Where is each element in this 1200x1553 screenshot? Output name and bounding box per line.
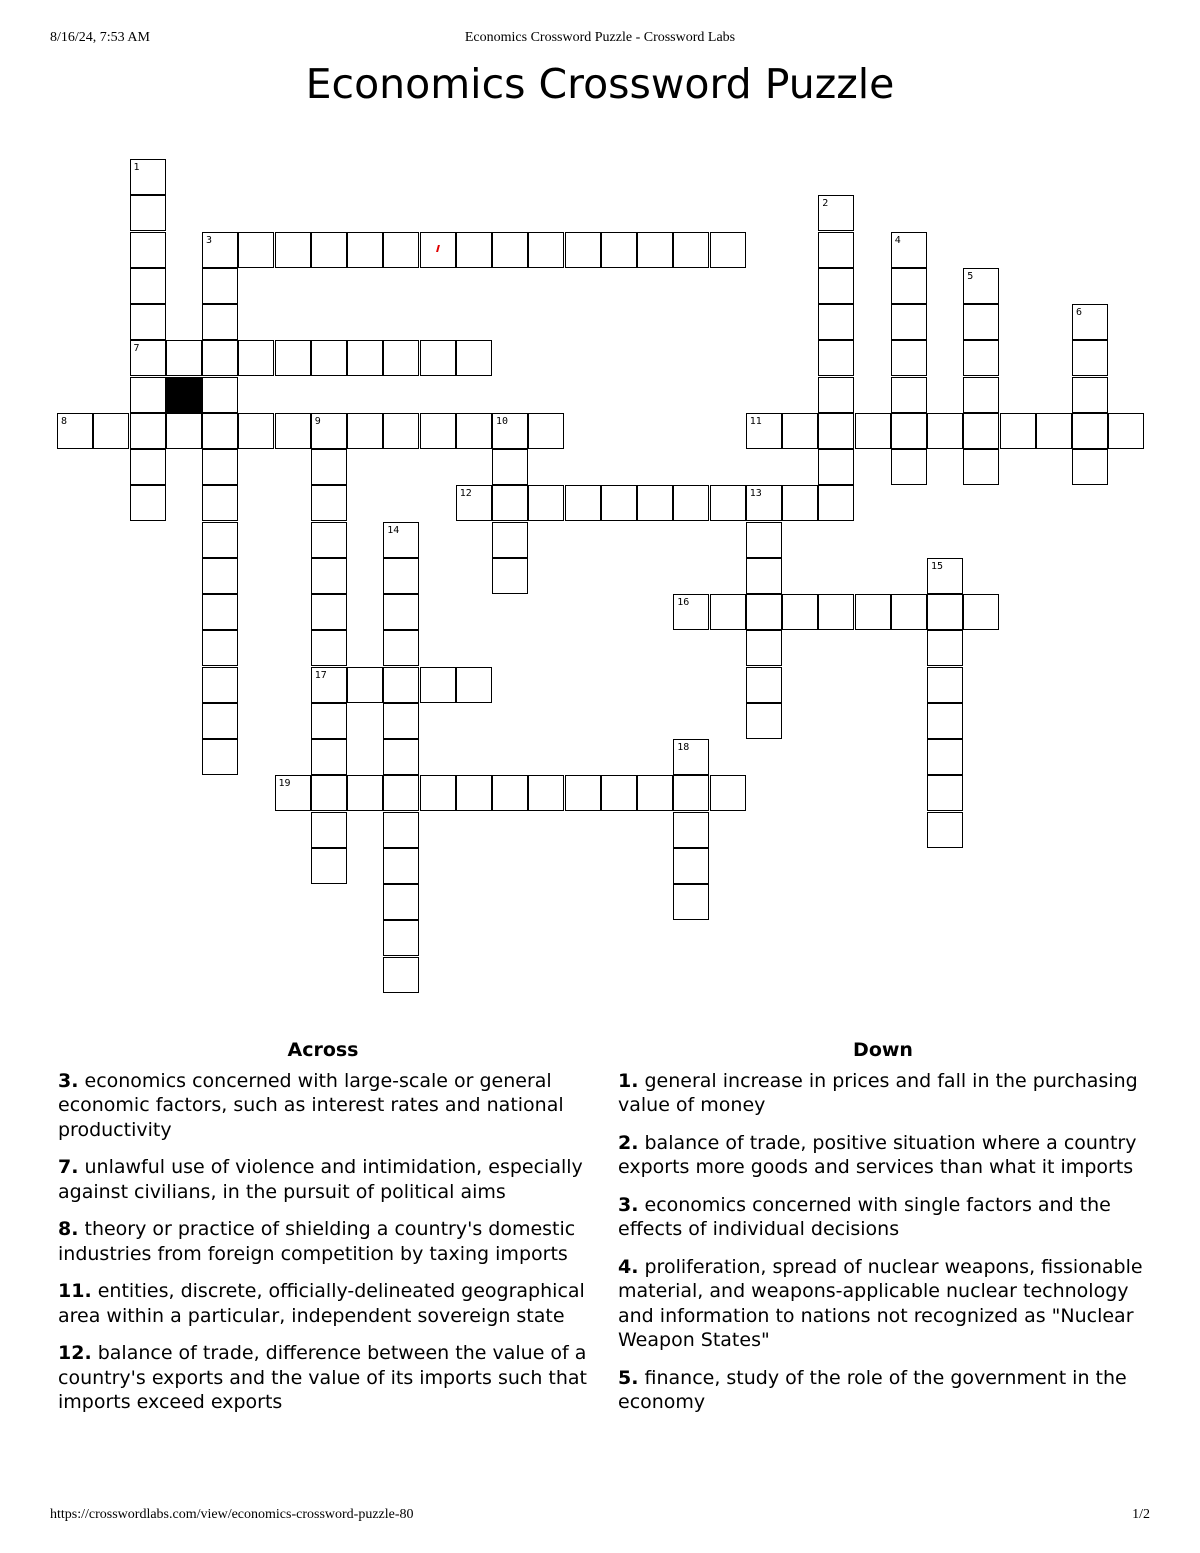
- grid-cell[interactable]: [420, 232, 456, 268]
- grid-cell[interactable]: [710, 775, 746, 811]
- grid-cell[interactable]: [456, 775, 492, 811]
- grid-cell[interactable]: [383, 522, 419, 558]
- clue-number-label: 19: [278, 778, 291, 790]
- clue-number-label: 14: [387, 524, 400, 536]
- clue-number: 5.: [618, 1366, 639, 1389]
- grid-cell[interactable]: [383, 667, 419, 703]
- grid-cell[interactable]: [311, 558, 347, 594]
- grid-cell[interactable]: [891, 413, 927, 449]
- grid-cell[interactable]: [963, 413, 999, 449]
- grid-cell[interactable]: [528, 413, 564, 449]
- grid-cell[interactable]: [963, 377, 999, 413]
- grid-cell[interactable]: [855, 594, 891, 630]
- clue-number: 8.: [58, 1218, 79, 1240]
- print-url: https://crosswordlabs.com/view/economics-crossword-puzzle-80: [50, 1507, 414, 1522]
- grid-cell[interactable]: [347, 413, 383, 449]
- clue-number-label: 7: [133, 343, 140, 355]
- clue-number: 1.: [618, 1069, 639, 1092]
- grid-cell[interactable]: [130, 232, 166, 268]
- clue-number-label: 5: [967, 270, 974, 282]
- grid-cell[interactable]: [130, 485, 166, 521]
- clue-number-label: 16: [677, 597, 690, 608]
- grid-cell[interactable]: [963, 449, 999, 485]
- grid-cell[interactable]: [927, 775, 963, 811]
- grid-cell[interactable]: [528, 232, 564, 268]
- grid-cell[interactable]: [818, 485, 854, 521]
- clue-number: 4.: [618, 1255, 639, 1278]
- grid-cell[interactable]: [891, 232, 927, 268]
- clue-number-label: 2: [822, 198, 829, 210]
- grid-cell[interactable]: [891, 304, 927, 340]
- clue-text: balance of trade, difference between the value of a country's exports and the value of its imports such that imports exceed exports: [58, 1342, 587, 1413]
- grid-cell[interactable]: [746, 485, 782, 521]
- grid-cell[interactable]: [1072, 304, 1108, 340]
- grid-cell[interactable]: [383, 558, 419, 594]
- cursor-mark: [436, 245, 440, 252]
- grid-cell[interactable]: [456, 485, 492, 521]
- clue-number-label: 9: [314, 415, 321, 427]
- clue-down-3: [618, 1193, 1148, 1242]
- grid-cell[interactable]: [891, 340, 927, 376]
- grid-cell[interactable]: [275, 775, 311, 811]
- grid-cell[interactable]: [818, 413, 854, 449]
- grid-cell[interactable]: [130, 449, 166, 485]
- clue-text: finance, study of the role of the government in the economy: [618, 1366, 1127, 1413]
- clue-number-label: 15: [931, 560, 944, 572]
- grid-cell[interactable]: [673, 884, 709, 920]
- black-square: [166, 377, 202, 413]
- grid-cell[interactable]: [891, 449, 927, 485]
- grid-cell[interactable]: [311, 630, 347, 666]
- clue-text: balance of trade, positive situation where a country exports more goods and services than what it imports: [618, 1131, 1137, 1178]
- grid-cell[interactable]: [347, 667, 383, 703]
- across-heading: Across: [287, 1039, 359, 1061]
- grid-cell[interactable]: [130, 268, 166, 304]
- grid-cell[interactable]: [1072, 413, 1108, 449]
- grid-cell[interactable]: [492, 522, 528, 558]
- grid-cell[interactable]: [818, 340, 854, 376]
- grid-cell[interactable]: [673, 739, 709, 775]
- grid-cell[interactable]: [202, 232, 238, 268]
- grid-cell[interactable]: [311, 848, 347, 884]
- grid-cell[interactable]: [673, 485, 709, 521]
- clue-number: 12.: [58, 1342, 92, 1364]
- clue-number-label: 17: [314, 669, 327, 681]
- grid-cell[interactable]: [746, 630, 782, 666]
- grid-cell[interactable]: [202, 304, 238, 340]
- grid-cell[interactable]: [891, 268, 927, 304]
- grid-cell[interactable]: [202, 667, 238, 703]
- grid-cell[interactable]: [746, 558, 782, 594]
- grid-cell[interactable]: [927, 667, 963, 703]
- clue-text: unlawful use of violence and intimidation, especially against civilians, in the pursuit of political aims: [58, 1156, 583, 1203]
- grid-cell[interactable]: [311, 413, 347, 449]
- grid-cell[interactable]: [456, 413, 492, 449]
- grid-cell[interactable]: [673, 232, 709, 268]
- grid-cell[interactable]: [492, 232, 528, 268]
- clue-number-label: 1: [133, 162, 140, 173]
- clue-down-1: [618, 1069, 1148, 1118]
- grid-cell[interactable]: [166, 413, 202, 449]
- grid-cell[interactable]: [383, 703, 419, 739]
- grid-cell[interactable]: [492, 558, 528, 594]
- grid-cell[interactable]: [782, 485, 818, 521]
- grid-cell[interactable]: [891, 377, 927, 413]
- grid-cell[interactable]: [818, 195, 854, 231]
- clue-number-label: 3: [206, 234, 213, 246]
- grid-cell[interactable]: [818, 377, 854, 413]
- grid-cell[interactable]: [202, 558, 238, 594]
- grid-cell[interactable]: [238, 232, 274, 268]
- grid-cell[interactable]: [311, 232, 347, 268]
- grid-cell[interactable]: [927, 630, 963, 666]
- clue-number-label: 4: [894, 234, 901, 246]
- grid-cell[interactable]: [202, 703, 238, 739]
- grid-cell[interactable]: [710, 232, 746, 268]
- grid-cell[interactable]: [383, 884, 419, 920]
- grid-cell[interactable]: [311, 449, 347, 485]
- clue-across-11: [58, 1279, 588, 1328]
- grid-cell[interactable]: [275, 232, 311, 268]
- grid-cell[interactable]: [202, 594, 238, 630]
- grid-cell[interactable]: [420, 340, 456, 376]
- grid-cell[interactable]: [927, 594, 963, 630]
- clue-number: 11.: [58, 1280, 92, 1302]
- clue-across-3: [58, 1069, 588, 1143]
- grid-cell[interactable]: [311, 739, 347, 775]
- grid-cell[interactable]: [492, 413, 528, 449]
- clue-number: 2.: [618, 1131, 639, 1154]
- grid-cell[interactable]: [963, 268, 999, 304]
- grid-cell[interactable]: [383, 812, 419, 848]
- down-heading: Down: [853, 1039, 913, 1061]
- clue-down-2: [618, 1131, 1148, 1180]
- grid-cell[interactable]: [818, 594, 854, 630]
- grid-cell[interactable]: [565, 485, 601, 521]
- across-clues: [58, 1038, 588, 1428]
- grid-cell[interactable]: [420, 667, 456, 703]
- grid-cell[interactable]: [420, 775, 456, 811]
- grid-cell[interactable]: [202, 340, 238, 376]
- clue-text: entities, discrete, officially-delineated geographical area within a particular, independent sovereign state: [58, 1280, 585, 1327]
- clue-text: theory or practice of shielding a country's domestic industries from foreign competition by taxing imports: [58, 1218, 576, 1265]
- grid-cell[interactable]: [202, 268, 238, 304]
- grid-cell[interactable]: [673, 848, 709, 884]
- grid-cell[interactable]: [565, 775, 601, 811]
- down-clues: [618, 1038, 1148, 1428]
- grid-cell[interactable]: [347, 775, 383, 811]
- grid-cell[interactable]: [492, 449, 528, 485]
- grid-cell[interactable]: [456, 340, 492, 376]
- grid-cell[interactable]: [673, 594, 709, 630]
- grid-cell[interactable]: [383, 340, 419, 376]
- print-doc-title: Economics Crossword Puzzle - Crossword Labs: [464, 30, 736, 45]
- grid-cell[interactable]: [963, 340, 999, 376]
- grid-cell[interactable]: [673, 775, 709, 811]
- grid-cell[interactable]: [166, 340, 202, 376]
- grid-cell[interactable]: [963, 594, 999, 630]
- clue-text: proliferation, spread of nuclear weapons, fissionable material, and weapons-applicable nuclear technology and information to nations not recognized as "Nuclear Weapon States": [618, 1255, 1143, 1351]
- page-number: 1/2: [1132, 1507, 1150, 1522]
- grid-cell[interactable]: [565, 232, 601, 268]
- grid-cell[interactable]: [818, 268, 854, 304]
- grid-cell[interactable]: [130, 340, 166, 376]
- grid-cell[interactable]: [601, 775, 637, 811]
- grid-cell[interactable]: [311, 703, 347, 739]
- grid-cell[interactable]: [927, 703, 963, 739]
- grid-cell[interactable]: [601, 485, 637, 521]
- grid-cell[interactable]: [637, 775, 673, 811]
- grid-cell[interactable]: [93, 413, 129, 449]
- clue-across-12: [58, 1341, 588, 1415]
- clue-down-4: [618, 1255, 1148, 1353]
- print-date: 8/16/24, 7:53 AM: [50, 30, 150, 45]
- clue-number: 3.: [58, 1069, 79, 1092]
- grid-cell[interactable]: [963, 304, 999, 340]
- grid-cell[interactable]: [456, 232, 492, 268]
- grid-cell[interactable]: [891, 594, 927, 630]
- grid-cell[interactable]: [202, 449, 238, 485]
- grid-cell[interactable]: [383, 594, 419, 630]
- print-footer: [50, 1507, 1150, 1527]
- grid-cell[interactable]: [347, 340, 383, 376]
- grid-cell[interactable]: [927, 413, 963, 449]
- grid-cell[interactable]: [311, 522, 347, 558]
- grid-cell[interactable]: [383, 413, 419, 449]
- grid-cell[interactable]: [202, 630, 238, 666]
- grid-cell[interactable]: [383, 775, 419, 811]
- grid-cell[interactable]: [601, 232, 637, 268]
- grid-cell[interactable]: [311, 775, 347, 811]
- clue-across-7: [58, 1155, 588, 1204]
- grid-cell[interactable]: [57, 413, 93, 449]
- grid-cell[interactable]: [311, 812, 347, 848]
- grid-cell[interactable]: [202, 485, 238, 521]
- grid-cell[interactable]: [1072, 449, 1108, 485]
- grid-cell[interactable]: [746, 413, 782, 449]
- grid-cell[interactable]: [710, 485, 746, 521]
- clue-text: economics concerned with large-scale or general economic factors, such as interest rates and national productivity: [58, 1069, 564, 1141]
- grid-cell[interactable]: [130, 304, 166, 340]
- grid-cell[interactable]: [528, 485, 564, 521]
- clue-number-label: 8: [61, 415, 68, 427]
- grid-cell[interactable]: [383, 232, 419, 268]
- clue-text: economics concerned with single factors and the effects of individual decisions: [618, 1193, 1111, 1240]
- grid-cell[interactable]: [383, 848, 419, 884]
- grid-cell[interactable]: [746, 703, 782, 739]
- grid-cell[interactable]: [202, 377, 238, 413]
- clue-number: 7.: [58, 1156, 79, 1178]
- grid-cell[interactable]: [202, 522, 238, 558]
- grid-cell[interactable]: [492, 775, 528, 811]
- grid-cell[interactable]: [130, 159, 166, 195]
- grid-cell[interactable]: [1072, 340, 1108, 376]
- grid-cell[interactable]: [311, 667, 347, 703]
- grid-cell[interactable]: [528, 775, 564, 811]
- grid-cell[interactable]: [637, 232, 673, 268]
- grid-cell[interactable]: [311, 594, 347, 630]
- grid-cell[interactable]: [383, 630, 419, 666]
- grid-cell[interactable]: [311, 485, 347, 521]
- grid-cell[interactable]: [130, 377, 166, 413]
- grid-cell[interactable]: [275, 413, 311, 449]
- grid-cell[interactable]: [927, 558, 963, 594]
- grid-cell[interactable]: [1072, 377, 1108, 413]
- grid-cell[interactable]: [782, 413, 818, 449]
- grid-cell[interactable]: [383, 920, 419, 956]
- grid-cell[interactable]: [347, 232, 383, 268]
- grid-cell[interactable]: [927, 812, 963, 848]
- grid-cell[interactable]: [130, 195, 166, 231]
- grid-cell[interactable]: [238, 340, 274, 376]
- grid-cell[interactable]: [202, 413, 238, 449]
- clue-number-label: 11: [749, 415, 762, 427]
- grid-cell[interactable]: [420, 413, 456, 449]
- grid-cell[interactable]: [927, 739, 963, 775]
- clue-number-label: 13: [749, 488, 762, 500]
- clue-text: general increase in prices and fall in the purchasing value of money: [618, 1069, 1138, 1116]
- grid-cell[interactable]: [855, 413, 891, 449]
- grid-cell[interactable]: [456, 667, 492, 703]
- grid-cell[interactable]: [311, 340, 347, 376]
- grid-cell[interactable]: [746, 522, 782, 558]
- clue-number-label: 10: [496, 415, 509, 427]
- clue-number-label: 12: [459, 488, 472, 500]
- grid-cell[interactable]: [818, 449, 854, 485]
- grid-cell[interactable]: [637, 485, 673, 521]
- grid-cell[interactable]: [818, 304, 854, 340]
- grid-cell[interactable]: [710, 594, 746, 630]
- grid-cell[interactable]: [673, 812, 709, 848]
- grid-cell[interactable]: [746, 594, 782, 630]
- grid-cell[interactable]: [782, 594, 818, 630]
- grid-cell[interactable]: [818, 232, 854, 268]
- grid-cell[interactable]: [492, 485, 528, 521]
- clue-across-8: [58, 1217, 588, 1266]
- grid-cell[interactable]: [130, 413, 166, 449]
- grid-cell[interactable]: [275, 340, 311, 376]
- grid-cell[interactable]: [202, 739, 238, 775]
- grid-cell[interactable]: [383, 739, 419, 775]
- grid-cell[interactable]: [383, 957, 419, 993]
- grid-cell[interactable]: [1036, 413, 1072, 449]
- clue-number-label: 6: [1076, 307, 1083, 318]
- grid-cell[interactable]: [1108, 413, 1144, 449]
- puzzle-title: Economics Crossword Puzzle: [305, 60, 895, 108]
- clue-number: 3.: [618, 1193, 639, 1216]
- clue-down-5: [618, 1366, 1148, 1415]
- grid-cell[interactable]: [1000, 413, 1036, 449]
- grid-cell[interactable]: [746, 667, 782, 703]
- clue-number-label: 18: [677, 742, 690, 753]
- grid-cell[interactable]: [238, 413, 274, 449]
